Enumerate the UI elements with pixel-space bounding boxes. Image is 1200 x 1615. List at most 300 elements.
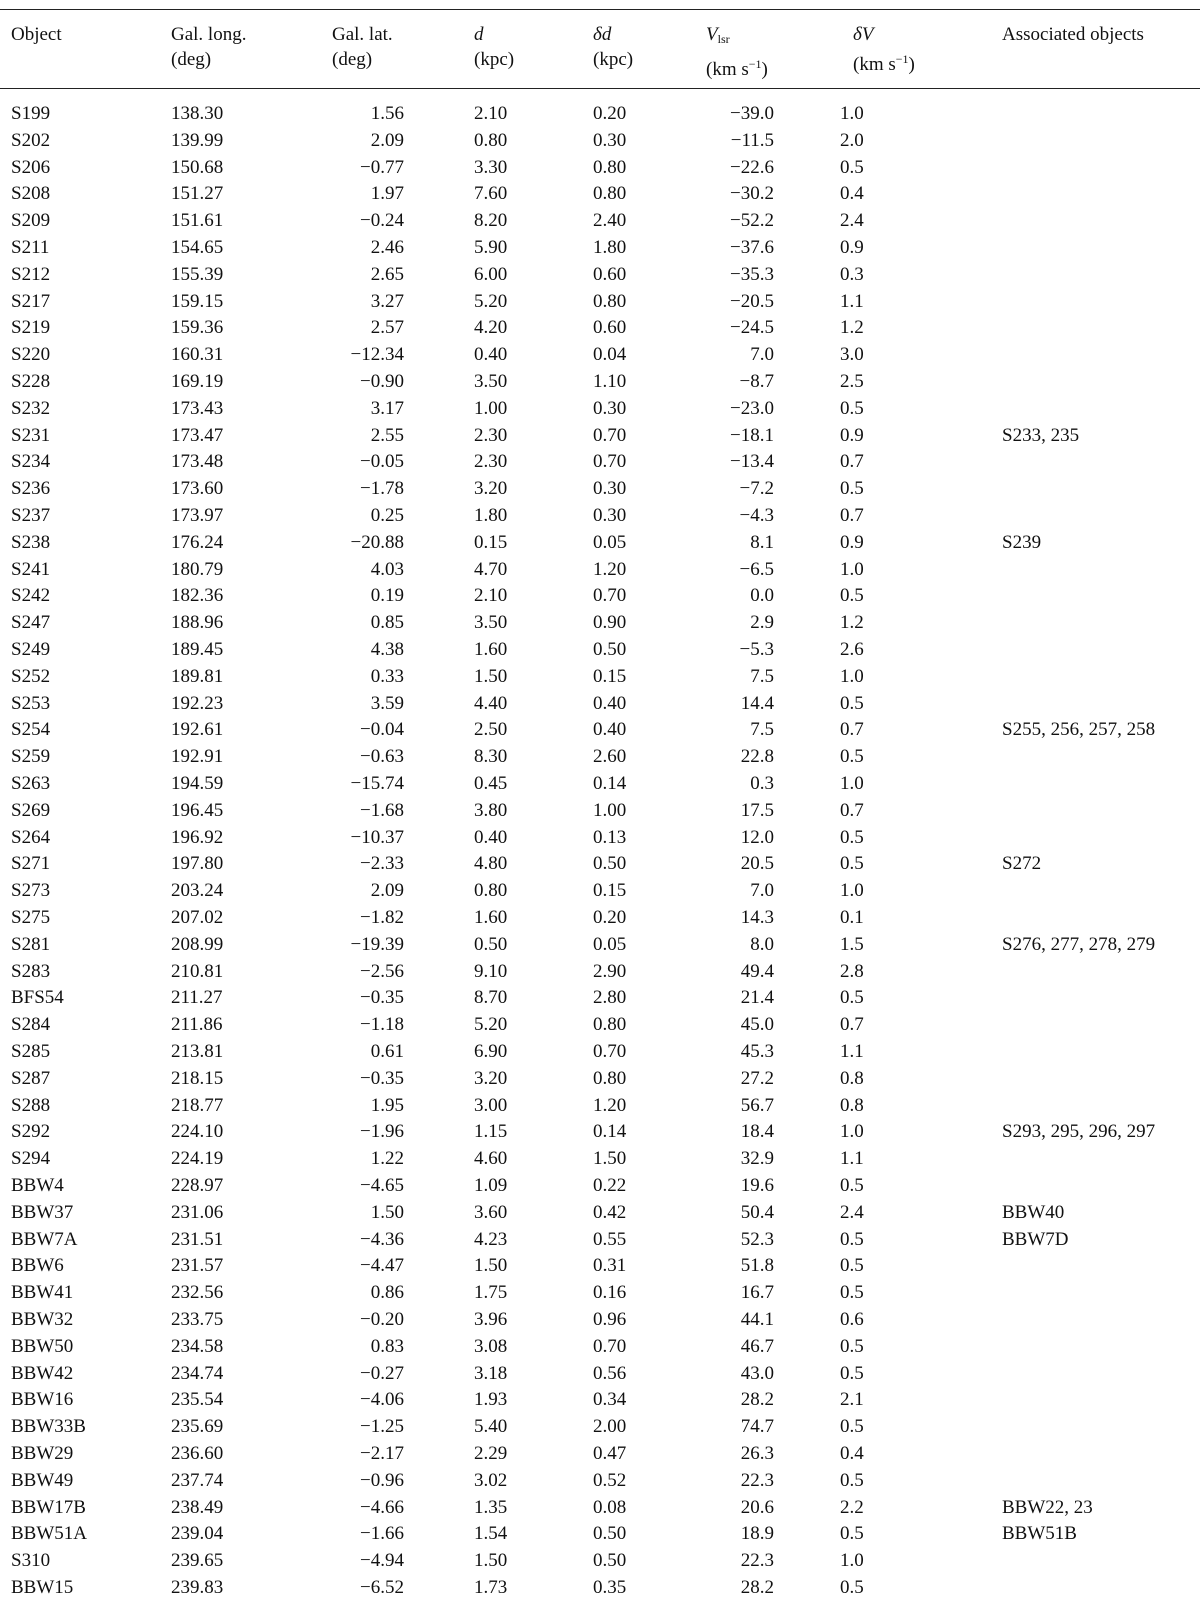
table-row xyxy=(0,1200,1200,1227)
table-row xyxy=(0,1334,1200,1361)
cell-object: S234 xyxy=(11,451,51,473)
cell-gal-lat: 1.97 xyxy=(370,183,404,205)
cell-distance-error: 0.80 xyxy=(593,156,627,178)
cell-distance: 1.93 xyxy=(474,1389,508,1411)
cell-gal-lat: 1.50 xyxy=(370,1201,404,1223)
cell-delta-v: 0.7 xyxy=(840,451,864,473)
cell-delta-v: 1.1 xyxy=(840,1041,864,1062)
cell-gal-lat: −1.25 xyxy=(360,1416,404,1438)
cell-delta-v: 2.1 xyxy=(840,1389,864,1411)
cell-distance-error: 0.60 xyxy=(593,317,627,339)
cell-associated-objects: S233, 235 xyxy=(1002,424,1080,446)
cell-distance: 3.50 xyxy=(474,371,508,392)
cell-gal-long: 238.49 xyxy=(171,1496,224,1518)
cell-distance: 0.45 xyxy=(474,773,508,794)
cell-delta-v: 2.0 xyxy=(840,129,864,151)
cell-distance-error: 0.20 xyxy=(593,907,627,928)
cell-distance-error: 1.80 xyxy=(593,237,627,258)
cell-gal-long: 234.74 xyxy=(171,1362,224,1384)
table-row xyxy=(0,396,1200,423)
cell-object: BBW41 xyxy=(11,1282,74,1304)
cell-gal-long: 203.24 xyxy=(171,880,224,902)
cell-v-lsr: 49.4 xyxy=(740,960,774,982)
cell-gal-long: 169.19 xyxy=(171,371,224,392)
cell-distance: 1.54 xyxy=(474,1523,508,1545)
cell-gal-lat: 0.25 xyxy=(370,505,404,526)
table-row xyxy=(0,610,1200,637)
cell-delta-v: 0.5 xyxy=(840,585,864,607)
cell-delta-v: 0.5 xyxy=(840,987,864,1009)
cell-gal-long: 237.74 xyxy=(171,1469,224,1491)
cell-distance: 9.10 xyxy=(474,960,508,982)
cell-gal-long: 233.75 xyxy=(171,1309,224,1330)
cell-gal-long: 218.15 xyxy=(171,1067,224,1089)
cell-v-lsr: 22.8 xyxy=(740,746,774,768)
cell-delta-v: 1.0 xyxy=(840,773,864,794)
cell-distance: 2.10 xyxy=(474,103,508,124)
cell-delta-v: 0.5 xyxy=(840,1416,864,1438)
cell-object: S275 xyxy=(11,907,51,928)
cell-gal-long: 155.39 xyxy=(171,263,224,285)
cell-distance-error: 2.00 xyxy=(593,1416,627,1438)
cell-gal-lat: 0.19 xyxy=(370,585,404,607)
cell-object: S208 xyxy=(11,183,51,205)
cell-distance-error: 0.22 xyxy=(593,1175,627,1196)
cell-distance-error: 0.30 xyxy=(593,397,627,419)
cell-object: BFS54 xyxy=(11,987,64,1009)
cell-object: S236 xyxy=(11,478,51,500)
table-row xyxy=(0,583,1200,610)
cell-distance: 3.30 xyxy=(474,156,508,178)
cell-gal-lat: 1.56 xyxy=(370,103,404,124)
cell-gal-long: 235.54 xyxy=(171,1389,224,1411)
cell-gal-lat: 4.03 xyxy=(370,558,404,580)
cell-associated-objects: S255, 256, 257, 258 xyxy=(1002,719,1156,741)
cell-v-lsr: 2.9 xyxy=(750,612,774,634)
cell-gal-lat: 1.22 xyxy=(370,1148,404,1170)
cell-gal-lat: −0.35 xyxy=(360,987,404,1009)
cell-gal-lat: −4.66 xyxy=(360,1496,404,1518)
table-row xyxy=(0,503,1200,530)
cell-gal-long: 189.81 xyxy=(171,665,224,687)
table-row xyxy=(0,771,1200,798)
table-row xyxy=(0,1093,1200,1120)
table-row xyxy=(0,1066,1200,1093)
cell-distance-error: 0.15 xyxy=(593,665,627,687)
cell-delta-v: 3.0 xyxy=(840,344,864,366)
table-row xyxy=(0,1119,1200,1146)
cell-v-lsr: −20.5 xyxy=(730,290,774,312)
cell-distance-error: 0.47 xyxy=(593,1443,627,1464)
cell-delta-v: 0.5 xyxy=(840,1523,864,1545)
cell-distance: 3.20 xyxy=(474,1067,508,1089)
cell-v-lsr: 28.2 xyxy=(740,1577,774,1598)
cell-object: BBW49 xyxy=(11,1469,74,1491)
cell-distance-error: 1.20 xyxy=(593,558,627,580)
table-row xyxy=(0,1012,1200,1039)
cell-distance: 1.35 xyxy=(474,1496,508,1518)
cell-distance-error: 0.80 xyxy=(593,183,627,205)
cell-delta-v: 0.9 xyxy=(840,531,864,553)
cell-v-lsr: 20.6 xyxy=(740,1496,774,1518)
cell-v-lsr: −6.5 xyxy=(739,558,774,580)
cell-distance: 0.40 xyxy=(474,826,508,848)
cell-delta-v: 1.5 xyxy=(840,933,864,955)
cell-object: BBW16 xyxy=(11,1389,74,1411)
cell-v-lsr: 45.0 xyxy=(740,1014,774,1036)
table-row xyxy=(0,1361,1200,1388)
cell-delta-v: 0.6 xyxy=(840,1309,864,1330)
cell-distance-error: 0.42 xyxy=(593,1201,627,1223)
cell-distance: 0.80 xyxy=(474,880,508,902)
cell-v-lsr: 7.0 xyxy=(750,344,774,366)
cell-gal-lat: −0.90 xyxy=(360,371,404,392)
header-gal-lat: Gal. lat. (deg) xyxy=(332,24,393,70)
cell-gal-long: 211.27 xyxy=(171,987,223,1009)
cell-gal-long: 231.06 xyxy=(171,1201,224,1223)
cell-distance-error: 0.30 xyxy=(593,129,627,151)
cell-gal-lat: −20.88 xyxy=(350,531,404,553)
cell-delta-v: 0.9 xyxy=(840,424,864,446)
cell-distance-error: 0.05 xyxy=(593,531,627,553)
cell-delta-v: 0.5 xyxy=(840,1469,864,1491)
cell-gal-long: 151.61 xyxy=(171,210,224,232)
cell-v-lsr: −39.0 xyxy=(730,103,774,124)
cell-v-lsr: 0.3 xyxy=(750,773,774,794)
cell-gal-lat: −4.47 xyxy=(360,1255,404,1277)
table-row xyxy=(0,851,1200,878)
table-row xyxy=(0,128,1200,155)
cell-gal-long: 173.43 xyxy=(171,397,224,419)
cell-gal-long: 194.59 xyxy=(171,773,224,794)
top-rule xyxy=(0,9,1200,10)
cell-v-lsr: 7.5 xyxy=(750,665,774,687)
cell-v-lsr: 7.0 xyxy=(750,880,774,902)
table-row xyxy=(0,825,1200,852)
cell-v-lsr: −35.3 xyxy=(730,263,774,285)
cell-distance: 2.10 xyxy=(474,585,508,607)
cell-v-lsr: −4.3 xyxy=(739,505,774,526)
cell-gal-lat: −15.74 xyxy=(350,773,404,794)
cell-v-lsr: 18.9 xyxy=(740,1523,774,1545)
cell-gal-long: 196.45 xyxy=(171,799,224,821)
cell-gal-lat: 0.83 xyxy=(370,1335,404,1357)
cell-distance-error: 0.05 xyxy=(593,933,627,955)
cell-object: S202 xyxy=(11,129,51,151)
cell-gal-lat: −4.65 xyxy=(360,1175,404,1196)
table-row xyxy=(0,1414,1200,1441)
cell-distance: 2.29 xyxy=(474,1443,508,1464)
cell-distance: 4.60 xyxy=(474,1148,508,1170)
cell-v-lsr: 14.3 xyxy=(740,907,774,928)
cell-delta-v: 0.5 xyxy=(840,1228,864,1250)
cell-gal-long: 239.04 xyxy=(171,1523,224,1545)
cell-gal-lat: −0.05 xyxy=(360,451,404,473)
cell-gal-lat: 4.38 xyxy=(370,639,404,660)
cell-v-lsr: −37.6 xyxy=(730,237,774,258)
cell-v-lsr: 51.8 xyxy=(740,1255,774,1277)
table-row xyxy=(0,1468,1200,1495)
cell-object: S232 xyxy=(11,397,51,419)
cell-gal-lat: 2.46 xyxy=(370,237,404,258)
cell-object: S209 xyxy=(11,210,51,232)
cell-delta-v: 0.8 xyxy=(840,1094,864,1116)
cell-gal-long: 151.27 xyxy=(171,183,224,205)
cell-v-lsr: 43.0 xyxy=(740,1362,774,1384)
cell-gal-lat: −0.04 xyxy=(360,719,404,741)
cell-delta-v: 0.5 xyxy=(840,1577,864,1598)
cell-gal-long: 189.45 xyxy=(171,639,224,660)
cell-object: S283 xyxy=(11,960,51,982)
cell-object: S263 xyxy=(11,773,51,794)
cell-distance-error: 0.60 xyxy=(593,263,627,285)
cell-distance: 1.50 xyxy=(474,1550,508,1572)
cell-object: S242 xyxy=(11,585,51,607)
table-row xyxy=(0,1280,1200,1307)
cell-distance: 8.70 xyxy=(474,987,508,1009)
cell-delta-v: 0.8 xyxy=(840,1067,864,1089)
cell-distance-error: 0.50 xyxy=(593,639,627,660)
cell-distance: 5.90 xyxy=(474,237,508,258)
cell-gal-lat: −4.36 xyxy=(360,1228,404,1250)
cell-gal-long: 210.81 xyxy=(171,960,224,982)
cell-object: S237 xyxy=(11,505,51,526)
cell-distance: 4.70 xyxy=(474,558,508,580)
cell-v-lsr: 18.4 xyxy=(740,1121,774,1143)
cell-gal-long: 138.30 xyxy=(171,103,224,124)
cell-v-lsr: −8.7 xyxy=(739,371,774,392)
cell-delta-v: 0.5 xyxy=(840,156,864,178)
cell-distance-error: 1.20 xyxy=(593,1094,627,1116)
cell-distance: 3.80 xyxy=(474,799,508,821)
table-row xyxy=(0,235,1200,262)
cell-gal-long: 188.96 xyxy=(171,612,224,634)
table-row xyxy=(0,369,1200,396)
cell-object: BBW51A xyxy=(11,1523,87,1545)
cell-gal-long: 176.24 xyxy=(171,531,224,553)
cell-delta-v: 2.5 xyxy=(840,371,864,392)
cell-distance: 4.80 xyxy=(474,853,508,875)
cell-delta-v: 0.5 xyxy=(840,1175,864,1196)
cell-object: S249 xyxy=(11,639,51,660)
cell-object: BBW17B xyxy=(11,1496,86,1518)
cell-gal-lat: 2.09 xyxy=(370,880,404,902)
cell-gal-long: 182.36 xyxy=(171,585,224,607)
cell-distance-error: 2.60 xyxy=(593,746,627,768)
cell-distance: 1.09 xyxy=(474,1175,508,1196)
cell-gal-long: 231.51 xyxy=(171,1228,224,1250)
cell-distance: 4.23 xyxy=(474,1228,508,1250)
cell-object: S247 xyxy=(11,612,51,634)
cell-distance-error: 0.80 xyxy=(593,1067,627,1089)
table-row xyxy=(0,1307,1200,1334)
cell-gal-long: 232.56 xyxy=(171,1282,224,1304)
cell-delta-v: 0.7 xyxy=(840,505,864,526)
cell-v-lsr: 56.7 xyxy=(740,1094,774,1116)
cell-gal-long: 239.65 xyxy=(171,1550,224,1572)
cell-object: S284 xyxy=(11,1014,51,1036)
cell-delta-v: 1.0 xyxy=(840,103,864,124)
cell-v-lsr: 74.7 xyxy=(740,1416,774,1438)
cell-v-lsr: 20.5 xyxy=(740,853,774,875)
table-row xyxy=(0,1173,1200,1200)
table-row xyxy=(0,423,1200,450)
cell-delta-v: 1.2 xyxy=(840,317,864,339)
cell-object: S220 xyxy=(11,344,51,366)
cell-distance: 6.90 xyxy=(474,1041,508,1062)
cell-object: S271 xyxy=(11,853,51,875)
table-row xyxy=(0,449,1200,476)
cell-object: BBW33B xyxy=(11,1416,86,1438)
cell-object: S241 xyxy=(11,558,51,580)
table-row xyxy=(0,1521,1200,1548)
cell-distance: 5.20 xyxy=(474,1014,508,1036)
cell-gal-long: 224.19 xyxy=(171,1148,224,1170)
table-row xyxy=(0,289,1200,316)
cell-delta-v: 0.5 xyxy=(840,746,864,768)
cell-gal-lat: 2.65 xyxy=(370,263,404,285)
cell-gal-long: 154.65 xyxy=(171,237,224,258)
cell-distance-error: 0.30 xyxy=(593,505,627,526)
cell-object: S228 xyxy=(11,371,51,392)
cell-object: S288 xyxy=(11,1094,51,1116)
cell-distance: 1.75 xyxy=(474,1282,508,1304)
cell-delta-v: 1.0 xyxy=(840,880,864,902)
cell-object: S254 xyxy=(11,719,51,741)
cell-associated-objects: S293, 295, 296, 297 xyxy=(1002,1121,1156,1143)
cell-distance-error: 2.80 xyxy=(593,987,627,1009)
cell-v-lsr: −13.4 xyxy=(730,451,774,473)
cell-v-lsr: 7.5 xyxy=(750,719,774,741)
cell-v-lsr: −11.5 xyxy=(730,129,774,151)
cell-object: S264 xyxy=(11,826,51,848)
cell-distance-error: 0.35 xyxy=(593,1577,627,1598)
cell-gal-long: 208.99 xyxy=(171,933,224,955)
cell-object: BBW50 xyxy=(11,1335,74,1357)
cell-associated-objects: S276, 277, 278, 279 xyxy=(1002,933,1156,955)
cell-distance-error: 0.15 xyxy=(593,880,627,902)
cell-distance-error: 2.90 xyxy=(593,960,627,982)
cell-distance: 1.50 xyxy=(474,665,508,687)
table-row xyxy=(0,1575,1200,1602)
table-row xyxy=(0,315,1200,342)
cell-gal-lat: −0.77 xyxy=(360,156,404,178)
cell-delta-v: 0.5 xyxy=(840,1255,864,1277)
cell-delta-v: 0.7 xyxy=(840,719,864,741)
cell-gal-long: 234.58 xyxy=(171,1335,224,1357)
cell-distance-error: 0.50 xyxy=(593,853,627,875)
cell-object: BBW29 xyxy=(11,1443,74,1464)
cell-delta-v: 0.5 xyxy=(840,1362,864,1384)
table-row xyxy=(0,637,1200,664)
cell-distance: 3.50 xyxy=(474,612,508,634)
cell-distance-error: 0.96 xyxy=(593,1309,627,1330)
cell-object: S252 xyxy=(11,665,51,687)
cell-gal-lat: 2.09 xyxy=(370,129,404,151)
cell-v-lsr: 32.9 xyxy=(740,1148,774,1170)
cell-distance: 1.15 xyxy=(474,1121,508,1143)
cell-v-lsr: 45.3 xyxy=(740,1041,774,1062)
table-row xyxy=(0,664,1200,691)
cell-distance: 1.80 xyxy=(474,505,508,526)
cell-object: BBW4 xyxy=(11,1175,64,1196)
cell-gal-long: 180.79 xyxy=(171,558,224,580)
cell-distance-error: 0.40 xyxy=(593,692,627,714)
cell-distance: 0.80 xyxy=(474,129,508,151)
cell-delta-v: 1.0 xyxy=(840,1550,864,1572)
cell-gal-long: 192.91 xyxy=(171,746,224,768)
cell-delta-v: 0.1 xyxy=(840,907,864,928)
cell-distance: 3.18 xyxy=(474,1362,508,1384)
cell-gal-long: 231.57 xyxy=(171,1255,224,1277)
cell-distance-error: 0.56 xyxy=(593,1362,627,1384)
cell-distance-error: 0.14 xyxy=(593,773,627,794)
header-distance-error: δd (kpc) xyxy=(593,24,634,70)
cell-v-lsr: −5.3 xyxy=(739,639,774,660)
header-gal-long: Gal. long. (deg) xyxy=(171,24,247,70)
cell-distance: 4.40 xyxy=(474,692,508,714)
cell-v-lsr: 12.0 xyxy=(740,826,774,848)
header-associated-objects: Associated objects xyxy=(1002,24,1144,45)
cell-distance: 2.30 xyxy=(474,451,508,473)
cell-distance: 3.96 xyxy=(474,1309,508,1330)
cell-distance-error: 0.04 xyxy=(593,344,627,366)
cell-gal-lat: 2.55 xyxy=(370,424,404,446)
cell-gal-long: 218.77 xyxy=(171,1094,224,1116)
cell-delta-v: 0.9 xyxy=(840,237,864,258)
table-row xyxy=(0,798,1200,825)
cell-distance: 0.15 xyxy=(474,531,508,553)
cell-distance-error: 0.14 xyxy=(593,1121,627,1143)
cell-distance-error: 0.31 xyxy=(593,1255,627,1277)
cell-object: S219 xyxy=(11,317,51,339)
cell-delta-v: 0.7 xyxy=(840,1014,864,1036)
cell-delta-v: 0.4 xyxy=(840,1443,864,1464)
cell-associated-objects: BBW51B xyxy=(1002,1523,1077,1545)
cell-gal-lat: −10.37 xyxy=(350,826,404,848)
cell-delta-v: 0.5 xyxy=(840,1282,864,1304)
header-delta-v: δV (km $s^{-1}$) xyxy=(853,24,915,75)
cell-distance-error: 0.13 xyxy=(593,826,627,848)
cell-v-lsr: 50.4 xyxy=(740,1201,774,1223)
cell-distance-error: 0.70 xyxy=(593,585,627,607)
cell-distance: 5.20 xyxy=(474,290,508,312)
cell-distance-error: 0.34 xyxy=(593,1389,627,1411)
cell-distance-error: 0.70 xyxy=(593,424,627,446)
cell-gal-long: 207.02 xyxy=(171,907,224,928)
table-row xyxy=(0,181,1200,208)
cell-gal-lat: −1.68 xyxy=(360,799,404,821)
cell-associated-objects: S272 xyxy=(1002,853,1042,875)
cell-associated-objects: BBW40 xyxy=(1002,1201,1065,1223)
cell-v-lsr: 27.2 xyxy=(740,1067,774,1089)
table-row xyxy=(0,1387,1200,1414)
cell-gal-lat: −1.18 xyxy=(360,1014,404,1036)
table-row xyxy=(0,557,1200,584)
cell-gal-lat: −4.06 xyxy=(360,1389,404,1411)
table-row xyxy=(0,1227,1200,1254)
cell-gal-long: 192.61 xyxy=(171,719,224,741)
cell-v-lsr: 22.3 xyxy=(740,1550,774,1572)
cell-gal-long: 173.60 xyxy=(171,478,224,500)
cell-v-lsr: 21.4 xyxy=(740,987,774,1009)
cell-delta-v: 0.5 xyxy=(840,1335,864,1357)
cell-object: S287 xyxy=(11,1067,51,1089)
cell-gal-lat: 0.33 xyxy=(370,665,404,687)
cell-object: S310 xyxy=(11,1550,51,1572)
cell-gal-long: 239.83 xyxy=(171,1577,224,1598)
cell-gal-lat: −0.27 xyxy=(360,1362,404,1384)
